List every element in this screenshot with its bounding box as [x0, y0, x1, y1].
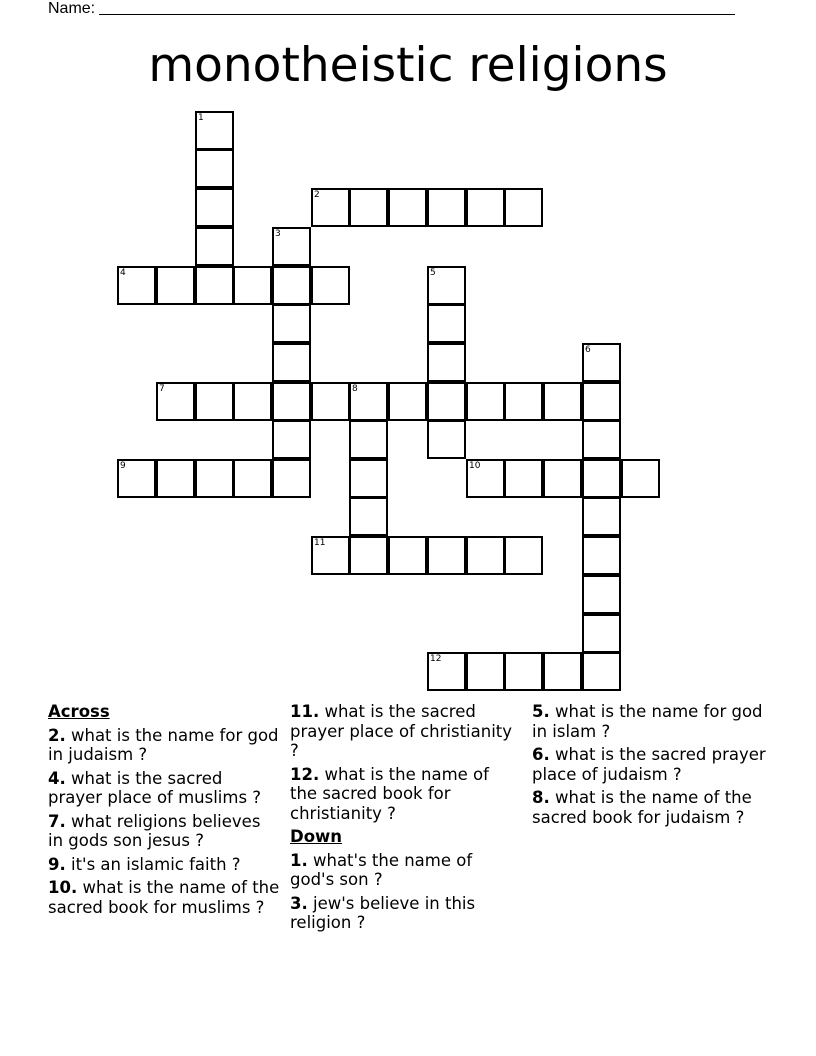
grid-cell[interactable] [427, 188, 466, 227]
grid-cell[interactable] [388, 536, 427, 575]
clue-across-12: 12. what is the name of the sacred book for christianity ? [290, 764, 489, 823]
grid-cell[interactable] [466, 536, 505, 575]
grid-cell[interactable] [582, 575, 621, 614]
grid-cell[interactable] [349, 420, 388, 459]
clue-down-1: 1. what's the name of god's son ? [290, 850, 473, 889]
clue-number-11: 11 [314, 538, 326, 548]
clue-number-3: 3 [275, 229, 281, 239]
grid-cell[interactable] [272, 266, 311, 305]
grid-cell[interactable] [233, 459, 272, 498]
clue-column-2 [290, 702, 515, 937]
grid-cell[interactable] [582, 497, 621, 536]
down-heading: Down [290, 827, 343, 846]
clue-down-3: 3. jew's believe in this religion ? [290, 893, 476, 932]
grid-cell[interactable] [543, 459, 582, 498]
grid-cell[interactable] [466, 652, 505, 691]
grid-cell[interactable] [504, 459, 543, 498]
grid-cell[interactable] [427, 304, 466, 343]
clue-down-6: 6. what is the sacred prayer place of judaism ? [532, 745, 766, 784]
grid-cell[interactable] [195, 149, 234, 188]
grid-cell[interactable] [582, 652, 621, 691]
grid-cell[interactable] [349, 536, 388, 575]
grid-cell[interactable] [233, 266, 272, 305]
grid-cell[interactable] [349, 188, 388, 227]
grid-cell[interactable] [388, 382, 427, 421]
clue-number-8: 8 [352, 384, 358, 394]
grid-cell[interactable] [543, 652, 582, 691]
grid-cell[interactable] [582, 382, 621, 421]
grid-cell[interactable] [582, 536, 621, 575]
grid-cell[interactable] [543, 382, 582, 421]
grid-cell[interactable] [504, 652, 543, 691]
grid-cell[interactable] [195, 227, 234, 266]
grid-cell[interactable] [272, 420, 311, 459]
clue-number-5: 5 [430, 268, 436, 278]
grid-cell[interactable] [349, 497, 388, 536]
grid-cell[interactable] [427, 420, 466, 459]
grid-cell[interactable] [582, 420, 621, 459]
grid-cell[interactable] [272, 304, 311, 343]
grid-cell[interactable] [582, 614, 621, 653]
grid-cell[interactable] [621, 459, 660, 498]
name-label: Name: [48, 0, 96, 17]
clue-number-12: 12 [430, 654, 442, 664]
grid-cell[interactable] [504, 382, 543, 421]
clue-number-6: 6 [585, 345, 591, 355]
clue-across-9: 9. it's an islamic faith ? [48, 854, 241, 874]
grid-cell[interactable] [311, 382, 350, 421]
grid-cell[interactable] [427, 536, 466, 575]
grid-cell[interactable] [311, 266, 350, 305]
clue-across-4: 4. what is the sacred prayer place of muslims ? [48, 768, 262, 807]
grid-cell[interactable] [427, 343, 466, 382]
grid-cell[interactable] [582, 459, 621, 498]
clue-down-5: 5. what is the name for god in islam ? [532, 702, 763, 741]
grid-cell[interactable] [427, 382, 466, 421]
clue-number-4: 4 [120, 268, 126, 278]
clue-column-1 [48, 702, 280, 921]
clue-number-10: 10 [469, 461, 481, 471]
clue-across-10: 10. what is the name of the sacred book for muslims ? [48, 878, 280, 917]
grid-cell[interactable] [156, 266, 195, 305]
clue-column-3 [532, 702, 768, 831]
grid-cell[interactable] [156, 459, 195, 498]
grid-cell[interactable] [195, 459, 234, 498]
grid-cell[interactable] [504, 536, 543, 575]
grid-cell[interactable] [195, 266, 234, 305]
clue-number-7: 7 [159, 384, 165, 394]
clue-number-2: 2 [314, 190, 320, 200]
grid-cell[interactable] [504, 188, 543, 227]
grid-cell[interactable] [233, 382, 272, 421]
grid-cell[interactable] [272, 343, 311, 382]
across-heading: Across [48, 702, 110, 721]
clue-across-2: 2. what is the name for god in judaism ? [48, 725, 279, 764]
clue-down-8: 8. what is the name of the sacred book for judaism ? [532, 788, 752, 827]
grid-cell[interactable] [195, 382, 234, 421]
grid-cell[interactable] [388, 188, 427, 227]
clue-across-11: 11. what is the sacred prayer place of christianity ? [290, 702, 513, 760]
grid-cell[interactable] [349, 459, 388, 498]
clue-number-1: 1 [198, 113, 204, 123]
grid-cell[interactable] [466, 382, 505, 421]
grid-cell[interactable] [466, 188, 505, 227]
grid-cell[interactable] [272, 382, 311, 421]
puzzle-title: monotheistic religions [148, 38, 668, 93]
grid-cell[interactable] [195, 188, 234, 227]
clue-across-7: 7. what religions believes in gods son jesus ? [48, 811, 261, 850]
clue-number-9: 9 [120, 461, 126, 471]
grid-cell[interactable] [272, 459, 311, 498]
